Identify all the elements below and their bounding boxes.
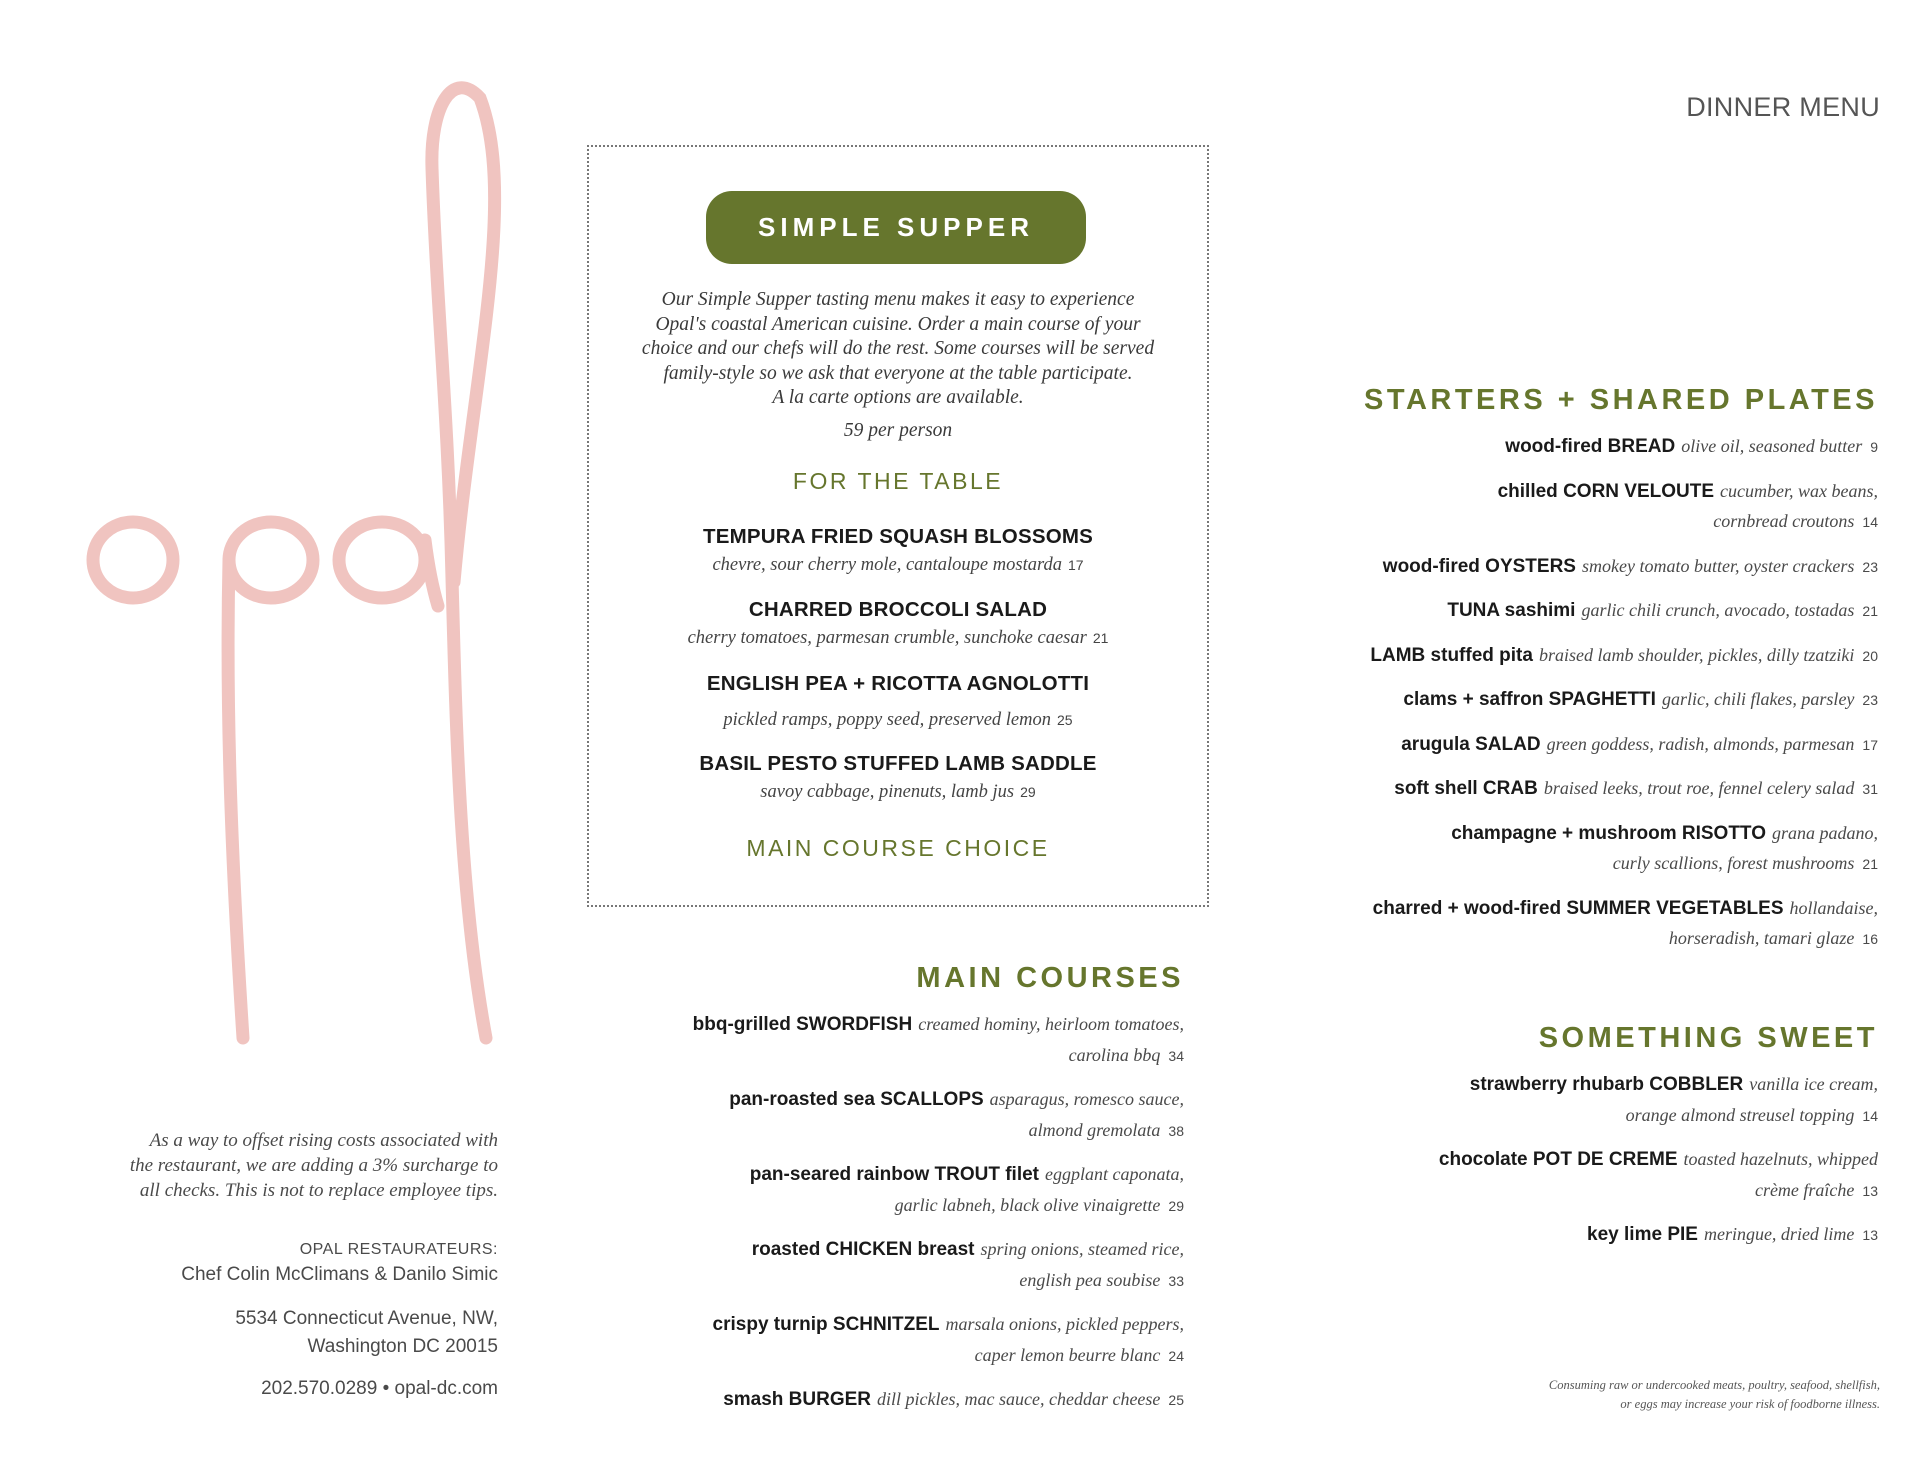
menu-item-price: 14	[1862, 1107, 1878, 1124]
menu-item-name: chilled CORN VELOUTE	[1497, 480, 1715, 502]
menu-item	[640, 1385, 1184, 1416]
simple-supper-box	[587, 145, 1209, 907]
opal-logo	[80, 78, 540, 1058]
menu-item-name: wood-fired OYSTERS	[1382, 555, 1576, 577]
table-item-desc: chevre, sour cherry mole, cantaloupe mostarda	[712, 555, 1062, 575]
menu-item-desc: spring onions, steamed rice,	[980, 1239, 1184, 1259]
menu-item-price: 25	[1168, 1392, 1184, 1408]
page-label: DINNER MENU	[1686, 92, 1880, 122]
menu-item-name: strawberry rhubarb COBBLER	[1469, 1074, 1744, 1095]
surcharge-line: the restaurant, we are adding a 3% surcharge to	[129, 1155, 498, 1176]
description-line: family-style so we ask that everyone at the table participate.	[663, 362, 1133, 384]
menu-item-desc: eggplant caponata,	[1045, 1164, 1184, 1184]
table-item-name: CHARRED BROCCOLI SALAD	[748, 598, 1048, 621]
address-line: 5534 Connecticut Avenue, NW,	[235, 1308, 498, 1329]
menu-item	[640, 1085, 1184, 1146]
menu-item-price: 9	[1870, 439, 1878, 455]
table-item-price: 29	[1020, 784, 1036, 800]
menu-item-price: 29	[1168, 1197, 1184, 1214]
menu-item-desc: toasted hazelnuts, whipped	[1683, 1149, 1878, 1169]
disclaimer-line: Consuming raw or undercooked meats, poultry, seafood, shellfish,	[1548, 1378, 1880, 1392]
simple-supper-title: SIMPLE SUPPER	[706, 191, 1086, 264]
menu-item-desc: asparagus, romesco sauce,	[989, 1089, 1184, 1109]
simple-supper-price: 59 per person	[843, 420, 953, 441]
menu-item-price: 13	[1862, 1182, 1878, 1199]
menu-item-price: 20	[1862, 647, 1878, 664]
menu-item-name: chocolate POT DE CREME	[1438, 1149, 1678, 1170]
menu-item	[1330, 1145, 1878, 1206]
menu-item-name: roasted CHICKEN breast	[751, 1239, 975, 1260]
menu-item-price: 13	[1862, 1227, 1878, 1243]
menu-item-price: 31	[1862, 781, 1878, 797]
menu-item	[1330, 432, 1878, 463]
description-line: Our Simple Supper tasting menu makes it easy to experience	[661, 289, 1135, 310]
menu-item-desc: braised leeks, trout roe, fennel celery salad	[1543, 778, 1855, 798]
menu-item	[1330, 730, 1878, 761]
menu-item-desc-2: english pea soubise	[1019, 1269, 1161, 1290]
left-notes	[90, 1128, 498, 1403]
menu-item-name: clams + saffron SPAGHETTI	[1403, 689, 1656, 710]
main-courses-title: MAIN COURSES	[916, 962, 1184, 994]
menu-item-desc: olive oil, seasoned butter	[1681, 436, 1863, 456]
table-item	[589, 598, 1207, 649]
menu-item	[1330, 596, 1878, 627]
menu-item-desc: green goddess, radish, almonds, parmesan	[1546, 733, 1855, 754]
menu-item-desc: garlic, chili flakes, parsley	[1661, 689, 1855, 709]
menu-item-desc: dill pickles, mac sauce, cheddar cheese	[877, 1389, 1161, 1409]
surcharge-notice	[90, 1128, 498, 1203]
menu-item-desc-2: carolina bbq	[1068, 1044, 1161, 1065]
menu-item-desc-2: crème fraîche	[1754, 1179, 1855, 1200]
menu-item	[1330, 477, 1878, 538]
menu-item-desc: grana padano,	[1771, 822, 1878, 843]
description-line: choice and our chefs will do the rest. Some courses will be served	[641, 338, 1155, 359]
food-safety-disclaimer	[1420, 1376, 1880, 1414]
menu-item-desc: garlic chili crunch, avocado, tostadas	[1581, 600, 1855, 620]
menu-item-desc-2: caper lemon beurre blanc	[974, 1344, 1161, 1365]
simple-supper-description	[619, 288, 1177, 411]
menu-item-name: crispy turnip SCHNITZEL	[712, 1314, 940, 1335]
menu-item-name: bbq-grilled SWORDFISH	[692, 1014, 913, 1035]
chefs-names: Chef Colin McClimans & Danilo Simic	[181, 1264, 498, 1285]
menu-item-price: 16	[1862, 931, 1878, 947]
menu-item-desc: hollandaise,	[1789, 897, 1878, 918]
table-item-price: 25	[1057, 712, 1073, 728]
menu-item-name: charred + wood-fired SUMMER VEGETABLES	[1372, 897, 1784, 919]
menu-item-desc: smokey tomato butter, oyster crackers	[1581, 555, 1855, 576]
menu-item	[1330, 894, 1878, 955]
starters-title: STARTERS + SHARED PLATES	[1364, 384, 1878, 416]
disclaimer-line: or eggs may increase your risk of foodborne illness.	[1620, 1397, 1880, 1411]
table-item	[589, 752, 1207, 803]
table-item-price: 17	[1067, 557, 1084, 573]
menu-item-desc: marsala onions, pickled peppers,	[945, 1314, 1184, 1334]
menu-item-name: smash BURGER	[723, 1389, 872, 1410]
starters-section	[1330, 380, 1878, 955]
menu-item	[1330, 641, 1878, 672]
menu-item-name: TUNA sashimi	[1447, 600, 1576, 621]
menu-item-name: champagne + mushroom RISOTTO	[1451, 822, 1766, 844]
menu-item-price: 14	[1862, 514, 1878, 530]
table-item-name: ENGLISH PEA + RICOTTA AGNOLOTTI	[706, 672, 1090, 695]
table-item-name: TEMPURA FRIED SQUASH BLOSSOMS	[702, 525, 1093, 548]
menu-item	[1330, 1220, 1878, 1251]
table-item	[589, 672, 1207, 731]
menu-item-price: 38	[1168, 1122, 1184, 1139]
menu-item-price: 24	[1168, 1347, 1184, 1364]
sweet-title: SOMETHING SWEET	[1538, 1022, 1878, 1054]
menu-item-desc-2: orange almond streusel topping	[1625, 1104, 1855, 1125]
table-item-price: 21	[1092, 630, 1109, 646]
menu-item	[1330, 819, 1878, 880]
menu-item-price: 21	[1862, 856, 1878, 872]
menu-item-desc-2: almond gremolata	[1028, 1119, 1161, 1140]
menu-item-desc: creamed hominy, heirloom tomatoes,	[918, 1014, 1184, 1034]
address	[90, 1305, 498, 1361]
menu-item	[1330, 685, 1878, 716]
menu-item-desc-2: horseradish, tamari glaze	[1668, 928, 1855, 948]
for-the-table-heading: FOR THE TABLE	[792, 468, 1004, 494]
menu-item	[640, 1010, 1184, 1071]
menu-item-name: arugula SALAD	[1401, 733, 1541, 755]
menu-item-price: 17	[1862, 736, 1878, 753]
menu-item-name: LAMB stuffed pita	[1370, 644, 1533, 666]
menu-item	[1330, 774, 1878, 805]
menu-item	[1330, 1070, 1878, 1131]
menu-item-desc-2: cornbread croutons	[1713, 511, 1855, 531]
restaurateurs-heading: OPAL RESTAURATEURS:	[299, 1241, 498, 1258]
table-item-desc: cherry tomatoes, parmesan crumble, sunchoke caesar	[687, 628, 1087, 648]
sweet-section	[1330, 1018, 1878, 1251]
menu-item-price: 33	[1168, 1272, 1184, 1289]
menu-item-name: pan-seared rainbow TROUT filet	[749, 1164, 1040, 1185]
menu-item-desc-2: curly scallions, forest mushrooms	[1612, 853, 1855, 873]
menu-item-desc: cucumber, wax beans,	[1720, 480, 1878, 501]
description-line: A la carte options are available.	[772, 387, 1024, 408]
menu-item	[640, 1160, 1184, 1221]
description-line: Opal's coastal American cuisine. Order a main course of your	[655, 313, 1141, 335]
contact-line: 202.570.0289 • opal-dc.com	[261, 1378, 498, 1399]
menu-item-desc: vanilla ice cream,	[1749, 1074, 1878, 1094]
menu-item-desc-2: garlic labneh, black olive vinaigrette	[894, 1194, 1161, 1215]
menu-item-price: 23	[1862, 558, 1878, 575]
surcharge-line: all checks. This is not to replace employee tips.	[139, 1180, 498, 1201]
surcharge-line: As a way to offset rising costs associated with	[149, 1130, 498, 1151]
menu-item	[1330, 552, 1878, 583]
menu-item	[640, 1235, 1184, 1296]
menu-item-name: wood-fired BREAD	[1505, 436, 1676, 457]
address-line: Washington DC 20015	[307, 1336, 498, 1357]
menu-item-desc: meringue, dried lime	[1703, 1224, 1855, 1244]
table-item-name: BASIL PESTO STUFFED LAMB SADDLE	[699, 752, 1097, 775]
main-course-choice-heading: MAIN COURSE CHOICE	[746, 835, 1050, 861]
table-item-desc: savoy cabbage, pinenuts, lamb jus	[760, 782, 1015, 802]
menu-item-name: key lime PIE	[1587, 1224, 1698, 1245]
menu-item-price: 21	[1862, 603, 1878, 619]
menu-item-name: soft shell CRAB	[1394, 778, 1538, 799]
menu-item-name: pan-roasted sea SCALLOPS	[729, 1089, 984, 1110]
menu-item-desc: braised lamb shoulder, pickles, dilly tzatziki	[1538, 644, 1855, 665]
menu-item-price: 23	[1862, 692, 1878, 708]
main-courses-section	[640, 958, 1184, 1416]
menu-item-price: 34	[1168, 1047, 1184, 1064]
table-item	[589, 525, 1207, 576]
table-item-desc: pickled ramps, poppy seed, preserved lemon	[723, 710, 1052, 730]
menu-item	[640, 1310, 1184, 1371]
